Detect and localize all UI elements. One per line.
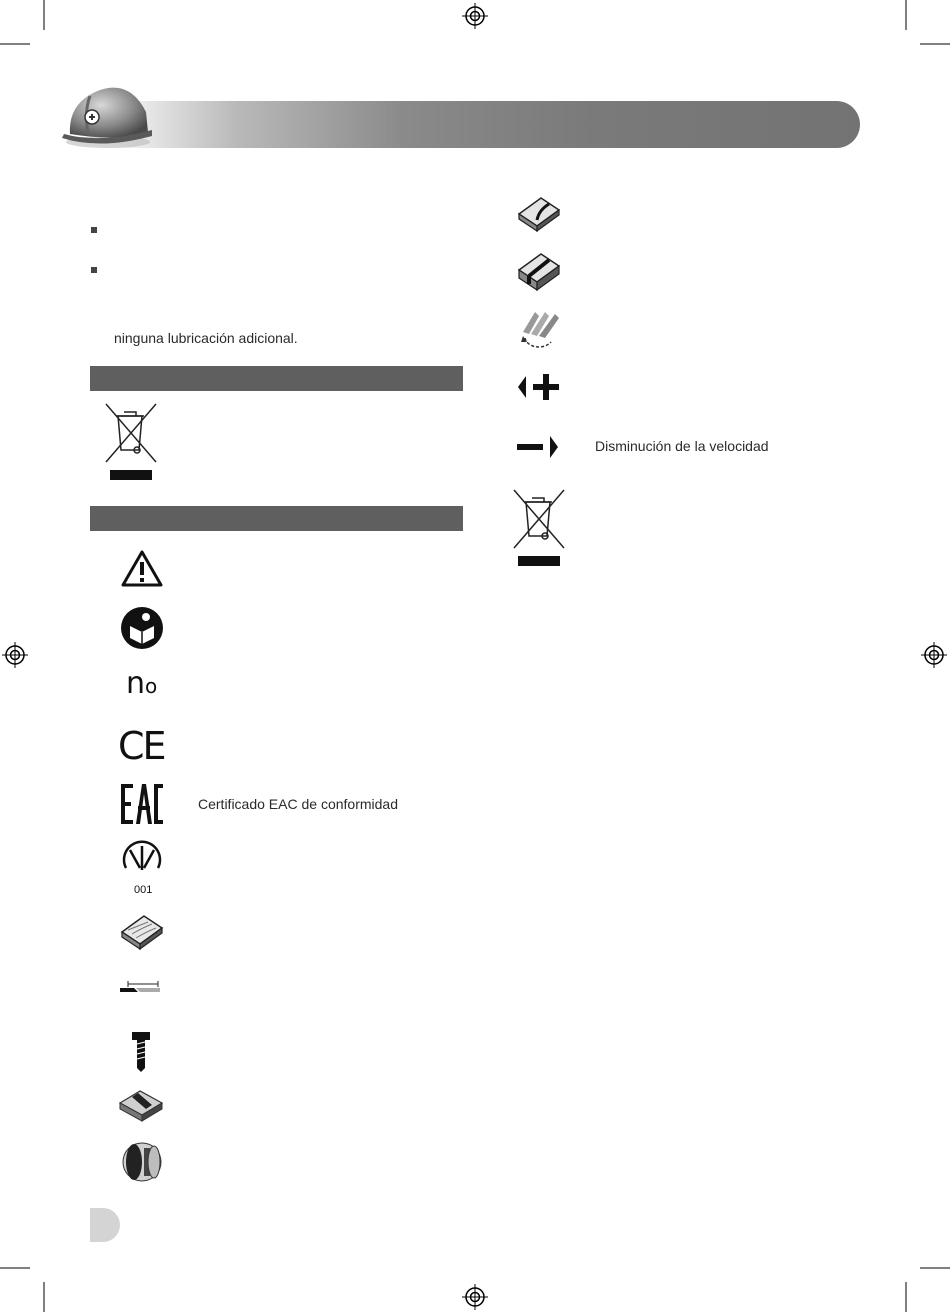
section-bar <box>90 506 463 531</box>
weee-bin-icon <box>102 402 162 482</box>
read-manual-icon <box>120 606 164 650</box>
registration-mark-top <box>462 3 488 29</box>
bullet-marker <box>91 267 97 273</box>
decrease-speed-icon <box>515 432 563 462</box>
bevel-cut-icon <box>515 192 563 232</box>
material-cut-icon <box>118 1085 166 1125</box>
registration-mark-left <box>2 642 28 668</box>
grinding-wheel-icon <box>118 1140 166 1184</box>
continuation-text: ninguna lubricación adicional. <box>114 330 298 346</box>
conformity-code: 001 <box>134 884 153 896</box>
weee-bin-icon <box>510 488 570 568</box>
header-banner <box>100 101 860 148</box>
wood-board-icon <box>118 910 166 950</box>
eac-mark-icon <box>120 782 164 826</box>
eac-label: Certificado EAC de conformidad <box>198 796 398 812</box>
section-bar <box>90 366 463 391</box>
straight-cut-icon <box>515 250 563 290</box>
safety-helmet-icon <box>60 72 160 152</box>
screw-icon <box>128 1030 158 1074</box>
cutting-depth-icon <box>118 978 166 1002</box>
decrease-speed-label: Disminución de la velocidad <box>595 438 769 454</box>
registration-mark-right <box>921 642 947 668</box>
registration-mark-bottom <box>462 1284 488 1310</box>
increase-speed-icon <box>515 372 563 402</box>
warning-triangle-icon <box>120 549 164 589</box>
rotation-cut-icon <box>515 308 563 352</box>
ce-mark-icon: CE <box>118 724 165 768</box>
bullet-marker <box>91 227 97 233</box>
no-load-speed-icon: no <box>126 666 158 701</box>
